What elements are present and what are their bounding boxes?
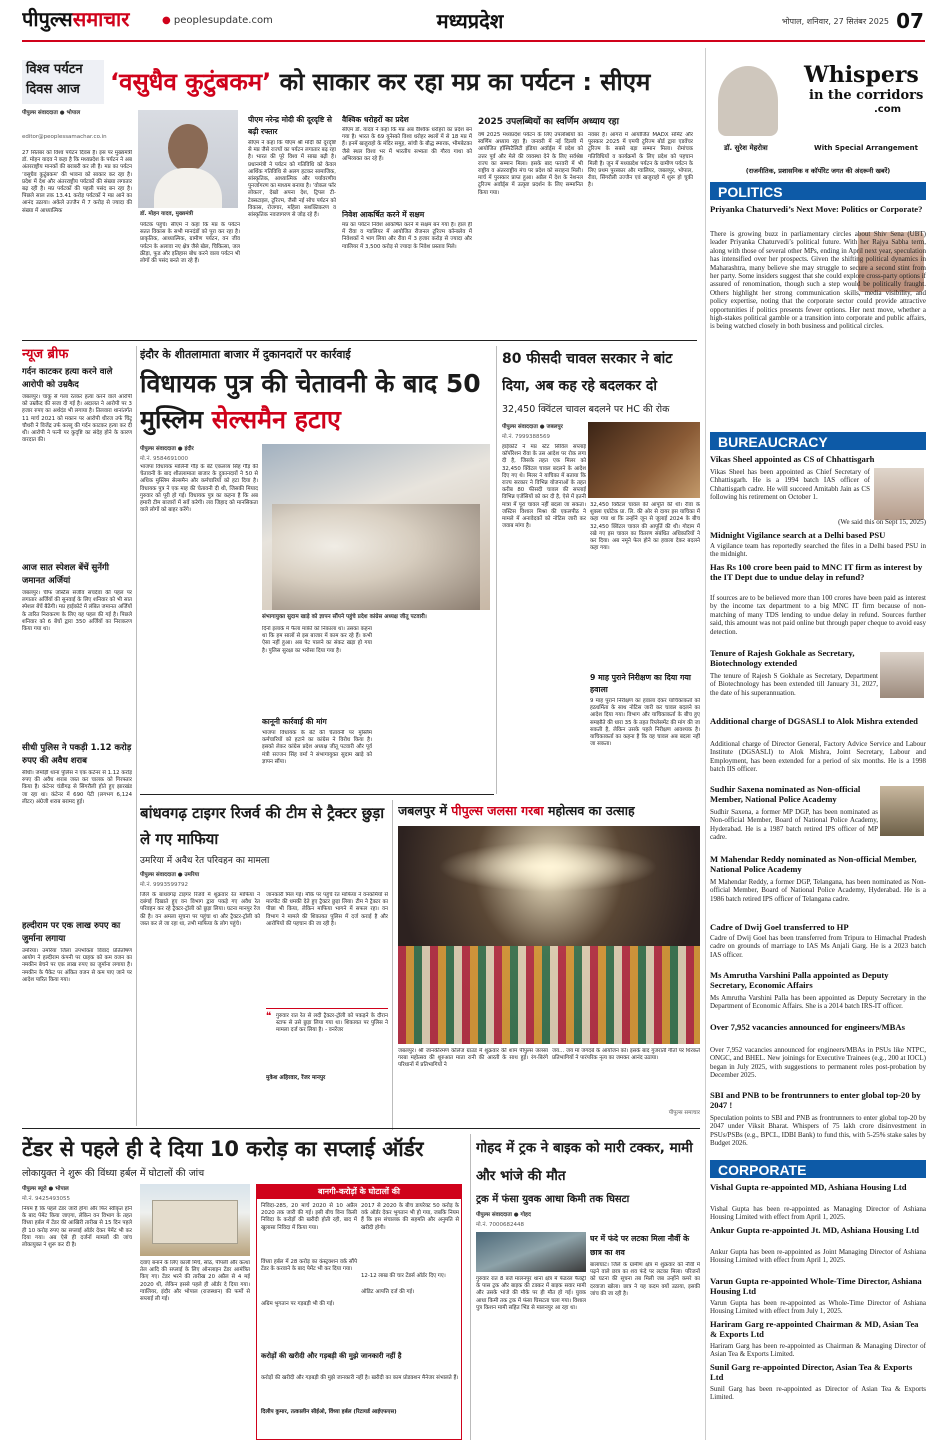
corporate-c2-title: Ankur Gupta re-appointed Jt. MD, Ashiana Housing Ltd bbox=[710, 1225, 920, 1235]
newsbrief-n4-body: उमरिया। उमरिया जिला उपभोक्ता विवाद प्रतितोषण आयोग ने हल्दीराम कंपनी पर ग्राहक को कम वजन का नमकीन बेचने पर एक लाख रुपए का जुर्माना लगाया है। नमकीन के पैकेट पर अंकित वजन से कम पाए जाने पर आदेश पारित किया गया। bbox=[22, 948, 132, 983]
story3-sub-title: 9 माह पुराने निरीक्षण का दिया गया हवाला bbox=[590, 673, 691, 694]
bureaucracy-b1-body: Vikas Sheel has been appointed as Chief Secretary of Chhattisgarh. He is a 1994 batch IAS officer of Chhattisgarh cadre. He will succeed Amitabh Jain as CS following his retirement on October 1. bbox=[710, 468, 870, 502]
story7-byline: पीपुल्स संवाददाता ● गोहद bbox=[476, 1212, 531, 1218]
newsbrief-n1-body: जबलपुर। चाकू से गला रेतकर हत्या करने वाले आरोपी को उम्रकैद की सजा दी गई है। अदालत ने आरोपी पर 3 हजार रुपए का अर्थदंड भी लगाया है। तिलवारा थानांतर्गत 11 मार्च 2021 को मकान पर आरोपी धीरज उर्फ चिंटू चौधरी ने विजेंद्र उर्फ कल्लू की गर्दन काटकर हत्या कर दी थी। आरोपी ने पत्नी पर कुदृष्टि का संदेह होने के कारण वारदात की। bbox=[22, 394, 132, 444]
story7-body: गुरुवार रात 8 बजे मालनपुर थाना क्षेत्र में फेडरल फैक्ट्री के पास ट्रक और बाइक की टक्कर में बाइक सवार मामी और उसके भांजे की मौके पर ही मौत हो गई। युवक आधा किमी तक ट्रक में फंसा घिसटता चला गया। विशाल पुत्र किशन मामी सहित भिंड से मालनपुर आ रहा था। bbox=[476, 1276, 586, 1311]
story3-left-rule bbox=[496, 346, 497, 794]
lead-email: editor@peoplessamachar.co.in bbox=[22, 134, 107, 140]
story4-quote-attrib: मुकेश अहिरवार, रेंजर मानपुर bbox=[266, 1075, 326, 1081]
lead-sub1-title: पीएम नरेन्द्र मोदी की दूरदृष्टि से बढ़ी रफ्तार bbox=[248, 115, 332, 136]
newsbrief-n1-title: गर्दन काटकर हत्या करने वाले आरोपी को उम्रकैद bbox=[22, 367, 113, 390]
bureaucracy-b10-body: Speculation points to SBI and PNB as frontrunners to enter global top-20 by 2047 under Viksit Bharat. Whispers of 75 lakh crore disinvestment in PSUs/PSBs (e.g., BPCL, IDBI Bank) to fund this, with 5-25% stake sales by Budget 2026. bbox=[710, 1114, 926, 1148]
b5-photo bbox=[880, 786, 924, 836]
light-glow bbox=[438, 842, 658, 892]
story4-quote: गुरुवार रात रेत से लदी ट्रैक्टर-ट्रॉली को पकड़ने के दौरान स्टाफ से उसे छुड़ा लिया गया था। शिकायत पर पुलिस ने मामला दर्ज कर लिया है। - वनरेंजर bbox=[276, 1013, 388, 1034]
newsbrief-n2-title: आज सात स्पेशल बेंचें सुनेंगी जमानत अर्जियां bbox=[22, 563, 110, 586]
lead-sub1-body: सीएम ने कहा कि पीएम श्री मोदी की दूरदृष्टि से मप्र जैसे राज्यों का पर्यटन लगातार बढ़ रहा है। भारत की पूरे विश्व में साख बढ़ी है। प्रधानमंत्री ने पर्यटन को गतिविधि को केवल आर्थिक गतिविधि से अलग हटकर सामाजिक, सांस्कृतिक, आध्यात्मिक और पर्यावरणीय पुनर्जागरण का माध्यम बनाया है। ‘वोकल फॉर लोकल’, देखो अपना देश, ट्रिपल टी-टेक्सटाइल, टूरिज्म, जैसी नई सोच पर्यटन को विकास, रोजगार, महिला सशक्तिकरण व सांस्कृतिक नवजागरण से जोड़ रहे हैं। bbox=[248, 140, 336, 219]
newsbrief-n3-body: सीधी। जमोड़ी थाना पुलिस ने एक कंटेनर से 1.12 करोड़ रुपए की अवैध शराब जब्त कर चालक को गिरफ्तार किया है। कंटेनर चंडीगढ़ से सिंगरौली होते हुए झारखंड जा रहा था। कंटेनर में 690 पेटी (लगभग 6,124 लीटर) अंग्रेजी शराब बरामद हुई। bbox=[22, 770, 132, 805]
story6-box-sub-title: करोड़ों की खरीदी और गड़बड़ी की मुझे जानकारी नहीं है bbox=[261, 1352, 402, 1360]
story5-headline-black1: जबलपुर में bbox=[398, 803, 452, 818]
story6-box-item: विंध्या हर्बल में 28 करोड़ का कंस्ट्रक्शन वर्क सौंपे टेंडर के करवाने के बाद पेमेंट भी कर दिया गया। bbox=[261, 1259, 357, 1273]
bureaucracy-b4-title: Additional charge of DGSASLI to Alok Mishra extended bbox=[710, 716, 918, 726]
story4-body2: जानकारी मिल गई। मौके पर पहुंचे रेत माफिया ने वनकर्मियों से मारपीट की धमकी देते हुए ट्रैक्टर छुड़ा लिया। टीम ने ट्रैक्टर का पीछा भी किया, लेकिन माफिया भागने में सफल रहा। वन विभाग ने मामले की शिकायत पुलिस में दर्ज कराई है और आरोपियों की पहचान की जा रही है। bbox=[266, 892, 388, 927]
story6-box-item: अग्रिम भुगतान पर गड़बड़ी भी की गई। bbox=[261, 1301, 335, 1307]
story6-box-attrib: दिलीप कुमार, तत्कालीन सीईओ, विंध्या हर्बल (रिटायर्ड आईएफएस) bbox=[261, 1409, 397, 1415]
bureaucracy-b6-title: M Mahendar Reddy nominated as Non-official Member, National Police Academy bbox=[710, 854, 917, 874]
corporate-c4-title: Hariram Garg re-appointed Chairman & MD, Asian Tea & Exports Ltd bbox=[710, 1319, 919, 1339]
bureaucracy-b1-title: Vikas Sheel appointed as CS of Chhattisgarh bbox=[710, 454, 875, 464]
politics-header: POLITICS bbox=[710, 182, 926, 200]
newsbrief-n3-title: सीधी पुलिस ने पकड़ी 1.12 करोड़ रुपए की अवैध शराब bbox=[22, 743, 132, 766]
story6-box-sub-body: करोड़ों की खरीदी और गड़बड़ी की मुझे जानकारी नहीं है। खरीदी का काम प्रोडक्शन मैनेजर संभालते हैं। bbox=[261, 1375, 459, 1381]
bureaucracy-b8-title: Ms Amrutha Varshini Palla appointed as Deputy Secretary, Economic Affairs bbox=[710, 970, 889, 990]
bureaucracy-b7-body: Cadre of Dwij Goel has been transferred from Tripura to Himachal Pradesh cadre on grounds of marriage to IAS Ms Anjali Garg. He is a 2023 batch IAS officer. bbox=[710, 934, 926, 959]
lead-intro: 27 सितंबर को विश्व पर्यटन दिवस है। इस पर मुख्यमंत्री डॉ. मोहन यादव ने कहा है कि मध्यप्रदेश के पर्यटन ने अब अंतरराष्ट्रीय मानकों की बराबरी कर ली है। मप्र का पर्यटन ‘वसुधैव कुटुंबकम’ की भावना को साकार कर रहा है। प्रदेश में देश और अंतरराष्ट्रीय पर्यटकों की संख्या लगातार बढ़ रही है। मप्र पर्यटकों की पहली पसंद बन रहा है। पिछले साल तक 13.41 करोड़ पर्यटकों ने मप्र आने का आनंद उठाया। अकेले उज्जैन में 7 करोड़ से ज्यादा की संख्या में आध्यात्मिक bbox=[22, 150, 132, 214]
bureaucracy-b3-title: Tenure of Rajesh Gokhale as Secretary, Biotechnology extended bbox=[710, 648, 855, 668]
corporate-c4-body: Hariram Garg has been re-appointed as Chairman & Managing Director of Asian Tea & Exports Limited. bbox=[710, 1342, 926, 1359]
story6-building-photo bbox=[140, 1184, 250, 1256]
whispers-domain: .com bbox=[874, 104, 902, 115]
story6-box bbox=[256, 1184, 462, 1440]
bureaucracy-b5-title: Sudhir Saxena nominated as Non-official Member, National Police Academy bbox=[710, 784, 861, 804]
whispers-banner bbox=[714, 56, 924, 154]
whispers-title-line1: Whispers bbox=[804, 62, 919, 88]
lead-tag-line2: दिवस आज bbox=[26, 82, 80, 97]
newsbrief-label: न्यूज ब्रीफ bbox=[22, 347, 69, 362]
corporate-c3-body: Varun Gupta has been re-appointed as Whole-Time Director of Ashiana Housing Limited with effect from July 1, 2025. bbox=[710, 1299, 926, 1316]
b3-photo bbox=[880, 652, 924, 698]
lead-sub4-title: 2025 उपलब्धियों का स्वर्णिम अध्याय रहा bbox=[478, 117, 619, 127]
story6-box-item: 12-12 लाख की चार टेंडर्स ऑर्डर दिए गए। bbox=[361, 1273, 446, 1279]
bureaucracy-b10-title: SBI and PNB to be frontrunners to enter global top-20 by 2047 ! bbox=[710, 1090, 921, 1110]
with-arrangement: With Special Arrangement bbox=[814, 144, 918, 152]
lead-sub4-body2: नवंबर है। आगरा में आयोजित MADX समिट और पुरस्कार 2025 में एमपी टूरिज्म बोर्ड द्वारा एडवेंचर टूरिज्म के सबसे बड़ा सम्मान मिला। रोमांचक गतिविधियों व कार्यक्रमों के लिए प्रदेश को पहचान मिली है। जून में मध्यप्रदेश पर्यटन के ग्रामीण पर्यटन के लिए प्रथम पुरस्कार और ग्वालियर, जबलपुर, भोपाल, रीवा, सिंगरौली उज्जैन एवं खजुराहो में शुरू हो चुकी है। bbox=[588, 132, 693, 189]
story3-mobile: मो.नं. 7999388569 bbox=[502, 434, 551, 440]
bureaucracy-b2-title: Midnight Vigilance search at a Delhi based PSU bbox=[710, 530, 886, 540]
story6-body2: दवाएं बनाने के लिए काली मिर्च, सोंठ, पीपली और कत्था तेल आदि की सप्लाई के लिए ऑनलाइन टेंडर आमंत्रित किए गए। टेंडर भरने की तारीख 20 अप्रैल से 4 मई 2020 थी, लेकिन इससे पहले ही ऑर्डर दे दिया गया। ग्वालियर, इंदौर और भोपाल (राजस्थान) की फर्मों से सप्लाई ली गई। bbox=[140, 1260, 250, 1303]
b1-photo bbox=[874, 468, 924, 520]
whispers-title-line2: in the corridors bbox=[809, 88, 924, 103]
globe-icon: ● bbox=[162, 15, 171, 26]
whispers-tagline: (राजनीतिक, प्रशासनिक व कॉर्पोरेट जगत की अंदरूनी खबरें) bbox=[745, 167, 891, 175]
newsbrief-n4-title: हल्दीराम पर एक लाख रुपए का जुर्माना लगाया bbox=[22, 921, 121, 944]
bureaucracy-b6-body: M Mahendar Reddy, a former DGP, Telangana, has been nominated as Non-official Member, Board of National Police Academy, Hyderabad. He is a 1986 batch retired IPS officer of Telangana cadre. bbox=[710, 878, 926, 903]
story3-sub-body: 9 माह पुराने निरीक्षण का हवाला देकर याचिकाकर्ता को हठधर्मिता के साथ नोटिस जारी कर चावल बदलने का आदेश दिया गया। विभाग और याचिकाकर्ता के बीच हुए समझौते की धारा 35 के तहत रिप्लेसमेंट की मांग की जा सकती है, लेकिन उसके पहले निरीक्षण आवश्यक है। याचिकाकर्ता का कहना है कि वह चावल अब बदला नहीं जा सकता। bbox=[590, 698, 700, 748]
story2-headline-black: विधायक पुत्र की चेतावनी के बाद 50 मुस्लिम bbox=[140, 369, 481, 434]
bureaucracy-b9-body: Over 7,952 vacancies announced for engineers/MBAs in PSUs like NTPC, ONGC, and BHEL. New joinings for Executive Trainees (e.g., 200 at IOCL) began in July 2025, with suggestions to permanent roles post-probation by December 2025. bbox=[710, 1046, 926, 1080]
story4-headline: बांधवगढ़ टाइगर रिजर्व की टीम से ट्रैक्टर छुड़ा ले गए माफिया bbox=[140, 804, 385, 848]
corporate-c5-body: Sunil Garg has been re-appointed as Director of Asian Tea & Exports Limited. bbox=[710, 1385, 926, 1402]
lead-photo bbox=[138, 110, 238, 208]
bureaucracy-b1-note: (We said this on Sept 15, 2025) bbox=[838, 518, 926, 526]
story7-sub-body: बालाघाट। जिले के ग्रामीण क्षेत्र में शुक्रवार को नौवीं में पढ़ने वाले छात्र का शव फंदे पर लटका मिला। परिजनों को घटना की सूचना तब मिली जब उन्होंने कमरे का दरवाजा खोला। छात्र ने यह कदम क्यों उठाया, इसकी जांच की जा रही है। bbox=[590, 1262, 700, 1297]
story6-byline: पीपुल्स ब्यूरो ● भोपाल bbox=[22, 1186, 69, 1192]
story2-headline bbox=[140, 366, 490, 440]
story4-quote-box bbox=[266, 1008, 388, 1088]
story6-box-item: ऑडिट आपत्ति दर्ज की गई। bbox=[361, 1289, 415, 1295]
bureaucracy-b8-body: Ms Amrutha Varshini Palla has been appointed as Deputy Secretary in the Department of Economic Affairs. She is a 2014 batch IRS-IT officer. bbox=[710, 994, 926, 1011]
lead-divider bbox=[22, 340, 697, 341]
story2-mobile: मो.नं. 9584691000 bbox=[140, 456, 189, 462]
story5-headline-black2: महोत्सव का उत्साह bbox=[543, 803, 635, 818]
bureaucracy-b5-body: Sudhir Saxena, a former MP DGP, has been nominated as Non-official Member, Board of National Police Academy, Hyderabad. He is a 1987 batch retired IPS officer of MP cadre. bbox=[710, 808, 878, 842]
brand-right: समाचार bbox=[72, 7, 130, 31]
story2-headline-red: सेल्समैन हटाए bbox=[211, 405, 341, 434]
lead-sub2-body: सीएम डॉ. यादव ने कहा कि मप्र अब वैश्विक धरोहरों का प्रदेश बन गया है। भारत के 69 यूनेस्को विश्व धरोहर स्थलों में से 18 मप्र में हैं। इनमें खजुराहो के मंदिर समूह, सांची के बौद्ध स्मारक, भीमबेटका जैसे स्थल विश्व भर में भारतीय सभ्यता की गौरव गाथा को अभिव्यक्त कर रहे हैं। bbox=[342, 127, 472, 162]
story6-mobile: मो.नं. 9425493055 bbox=[22, 1196, 71, 1202]
corporate-c2-body: Ankur Gupta has been re-appointed as Joint Managing Director of Ashiana Housing Limited with effect from April 1, 2025. bbox=[710, 1248, 926, 1265]
bureaucracy-header: BUREAUCRACY bbox=[710, 432, 926, 450]
story2-body1: भाजपा विधायक मालिनी गौड़ के बेटे एकलव्य सिंह गौड़ की चेतावनी के बाद शीतलामाता बाजार के दुकानदारों ने 50 से अधिक मुस्लिम सेल्समैन और कर्मचारियों को हटा दिया है। विधायक पुत्र ने एक माह की चेतावनी दी थी, जिसकी मियाद गुरुवार को पूरी हो गई। विधायक पुत्र का कहना है कि अब हमारी टीम बाजारों में सर्वे करेगी। लव जिहाद को मानसिकता वाले लोगों को बाहर करेंगे। bbox=[140, 464, 258, 514]
bureaucracy-b2-body: A vigilance team has reportedly searched the files in a Delhi based PSU in the midnight. bbox=[710, 542, 926, 559]
story3-body2: 32,450 क्विंटल चावल की आपूर्ति की थी। रीवा के शुक्ला एग्रोटेक प्रा. लि. की ओर से दायर इस याचिका में कहा गया था कि उन्होंने जून से जुलाई 2024 के बीच 32,450 क्विंटल चावल की आपूर्ति की थी। गोदाम में रखे गए इस चावल का वितरण संबंधित अधिकारियों ने कर दिया। अब नमूने फेल होने का हवाला देकर बदलने कहा गया। bbox=[590, 502, 700, 552]
lead-tag-line1: विश्व पर्यटन bbox=[26, 62, 83, 77]
building-shape bbox=[152, 1200, 238, 1244]
story5-photo-credit: पीपुल्स समाचार bbox=[668, 1110, 700, 1116]
columnist-portrait bbox=[718, 66, 778, 136]
brand-logo bbox=[22, 4, 162, 34]
story5-left-rule bbox=[392, 800, 393, 1130]
story4-mobile: मो.नं. 9993599792 bbox=[140, 882, 189, 888]
story5-photo bbox=[398, 826, 700, 1044]
bureaucracy-b2-question: Has Rs 100 crore been paid to MNC IT firm as interest by the IT Dept due to undue delay in refund? bbox=[710, 562, 923, 582]
story6-body1: नियम है कि पहले टेंडर जारी होगा और फिर स्वीकृत होने के बाद पेमेंट किया जाएगा, लेकिन वन विभाग के तहत विंध्या हर्बल में टेंडर की आखिरी तारीख से 15 दिन पहले ही 10 करोड़ रुपए का सप्लाई ऑर्डर देकर पेमेंट भी कर दिया गया। अब ऐसे ही दर्जनों मामलों की जांच लोकायुक्त ने शुरू कर दी है। bbox=[22, 1206, 132, 1249]
story2-body2: दिनों इलाके में फैला माफ़ी को निकाला था। उसका कहना था कि हम सालों से इस बाजार में काम कर रहे हैं। कभी ऐसा नहीं हुआ। अब पेट पालने का संकट खड़ा हो गया है। पुलिस सुरक्षा का भरोसा दिया गया है। bbox=[262, 626, 372, 654]
story4-body1: जिले के बांधवगढ़ टाइगर रिजर्व में शुक्रवार रेत माफिया ने दबंगई दिखाते हुए वन विभाग द्वारा पकड़े गए अवैध रेत परिवहन कर रहे ट्रैक्टर-ट्रॉली को छुड़ा लिया। घटना मानपुर रेंज की है। वन अमला सूचना पर पहुंचा था और ट्रैक्टर-ट्रॉली को जब्त कर ले जा रहा था, तभी माफिया के लोग पहुंचे। bbox=[140, 892, 260, 927]
newsbrief-divider bbox=[136, 346, 137, 1126]
lead-tag bbox=[22, 60, 104, 104]
story2-kicker: इंदौर के शीतलामाता बाजार में दुकानदारों पर कार्रवाई bbox=[140, 348, 351, 361]
columnist-name: डॉ. सुरेश मेहरोत्रा bbox=[724, 144, 768, 152]
story6-box-title: बानगी-करोड़ों के घोटालों की bbox=[257, 1185, 461, 1199]
story5-caption2: जय... जय मां जगदंबे के आयोजन को। इसके बाद गुजराती गीतों पर थिरकते प्रतिभागियों ने पारंपरिक नृत्य का जमकर आनंद उठाया। bbox=[552, 1048, 700, 1062]
story6-box-item: 2017 से 2020 के बीच डायरेक्ट 50 करोड़ के वर्क ऑर्डर देकर भुगतान भी हो गया, जबकि नियम हैं कि इस संचालक की सहमति और अनुमति से खरीदी होगी। bbox=[361, 1203, 459, 1231]
bureaucracy-b3-body: The tenure of Rajesh S Gokhale as Secretary, Department of Biotechnology has been extended till January 31, 2027, the date of his superannuation. bbox=[710, 672, 878, 697]
story7-headline: गोहद में ट्रक ने बाइक को मारी टक्कर, मामी और भांजे की मौत bbox=[476, 1140, 693, 1184]
lead-photo-caption: डॉ. मोहन यादव, मुख्यमंत्री bbox=[140, 211, 194, 217]
section-name: मध्यप्रदेश bbox=[436, 9, 504, 33]
bureaucracy-b4-body: Additional charge of Director General, Factory Advice Service and Labour Institute (DGSASLI) to Alok Mishra, Joint Secretary, Labour and Employment, has been extended for a period of six months. He is a 1998 batch IIS officer. bbox=[710, 740, 926, 774]
lead-sub3-title: निवेश आकर्षित करने में सक्षम bbox=[342, 210, 425, 219]
whispers-column bbox=[705, 48, 927, 1440]
lead-sub2-title: वैश्विक धरोहरों का प्रदेश bbox=[342, 115, 409, 124]
page-number: 07 bbox=[896, 9, 924, 33]
cm-portrait bbox=[168, 124, 208, 172]
bureaucracy-b7-title: Cadre of Dwij Goel transferred to HP bbox=[710, 922, 849, 932]
story3-byline: पीपुल्स संवाददाता ● जबलपुर bbox=[502, 424, 563, 430]
bureaucracy-b9-title: Over 7,952 vacancies announced for engineers/MBAs bbox=[710, 1022, 905, 1032]
story2-photo bbox=[262, 444, 490, 610]
story2-sub-title: कानूनी कार्रवाई की मांग bbox=[262, 717, 327, 726]
story7-subhead: ट्रक में फंसा युवक आधा किमी तक घिसटा bbox=[476, 1194, 630, 1205]
lead-headline-quoted: ‘वसुधैव कुटुंबकम’ bbox=[110, 68, 272, 96]
corporate-header: CORPORATE bbox=[710, 1160, 926, 1178]
masthead-divider bbox=[22, 40, 925, 42]
story7-mobile: मो.नं. 7000682448 bbox=[476, 1222, 525, 1228]
story4-subhead: उमरिया में अवैध रेत परिवहन का मामला bbox=[140, 856, 270, 866]
bureaucracy-b2-question-body: If sources are to be believed more than 100 crores have been paid as interest by the income tax department to a big MNC IT firm because of non-matching of many TDS lending to undue delay in refund. Sources further said, this amount was not paid online but through paper cheque to avoid easy detection. bbox=[710, 594, 926, 636]
story6-headline: टेंडर से पहले ही दे दिया 10 करोड़ का सप्लाई ऑर्डर bbox=[22, 1137, 424, 1161]
story3-headline: 80 फीसदी चावल सरकार ने बांट दिया, अब कह रहे बदलकर दो bbox=[502, 351, 673, 394]
story7-accident-photo bbox=[476, 1232, 586, 1272]
website-link[interactable]: ● peoplesupdate.com bbox=[162, 15, 273, 26]
story3-body: हाईकोर्ट ने मप्र स्टेट सिविल सप्लाई कॉर्पोरेशन रीवा के उस आदेश पर रोक लगा दी है, जिसके तहत एक मिलर को 32,450 क्विंटल चावल बदलने के आदेश दिए गए थे। मिलर ने याचिका में बताया कि राज्य सरकार ने विभिन्न योजनाओं के तहत करीब 80 फीसदी चावल की सप्लाई विभिन्न एजेंसियों को कर दी है, ऐसे में इतनी मात्रा में पूरा चावल नहीं बदला जा सकता। जस्टिस विशाल मिश्रा की एकलपीठ ने मामले में अनावेदकों को नोटिस जारी कर जवाब मांगा है। bbox=[502, 444, 586, 530]
bottom-divider bbox=[22, 1128, 700, 1129]
story7-sub-title: घर में फंदे पर लटका मिला नौवीं के छात्र का शव bbox=[590, 1234, 690, 1257]
story5-headline bbox=[398, 800, 700, 822]
politics-title: Priyanka Chaturvedi’s Next Move: Politics or Corporate? bbox=[710, 204, 923, 214]
story2-photo-caption: संभागायुक्त सुदाम खाड़े को ज्ञापन सौंपने पहुंचे प्रदेश कांग्रेस अध्यक्ष जीतू पटवारी। bbox=[262, 614, 427, 620]
story3-gavel-photo bbox=[588, 422, 700, 498]
politics-body: There is growing buzz in parliamentary circles about Shiv Sena (UBT) leader Priyanka Chaturvedi’s political future. With her Rajya Sabha term, along with those of several other MPs, ending in April next year, speculation has intensified over her prospects. Given the shifting political dynamics in Maharashtra, many believe she may struggle to secure a second stint from her party. Some insiders suggest that she could explore cross-party options if assured of renomination, though such a step would be politically fraught. Others highlight her strong communication skills, media visibility, and policy expertise, noting that the corporate sector could provide attractive opportunities if politics presents fewer options. Her next move, whether a high-stakes political gamble or a transition into corporate and public affairs, is being watched closely in both business and political circles. bbox=[710, 230, 926, 331]
corporate-c1-title: Vishal Gupta re-appointed MD, Ashiana Housing Ltd bbox=[710, 1182, 907, 1192]
lead-sub4-body: वर्ष 2025 मध्यप्रदेश पर्यटन के लिए उपलब्धियों का स्वर्णिम अध्याय रहा है। जनवरी में नई दिल्ली में आयोजित हॉस्पिटैलिटी इंडिया अवॉर्ड्स में प्रदेश को उत्तर पूर्व और मेले की व्यवस्था देने के लिए सर्वश्रेष्ठ राज्य का सम्मान मिला। इसके बाद फरवरी में भी राष्ट्रीय व अंतरराष्ट्रीय मंच पर प्रदेश को सराहना मिली। मार्च में पुरस्कार प्राप्त हुआ। अप्रैल में देश के नेशनल टूरिज्म अवॉर्ड्स में उत्कृष्ट प्रदर्शन के लिए सम्मानित किया गया। bbox=[478, 132, 583, 196]
brand-left: पीपुल्स bbox=[22, 7, 73, 31]
corporate-c5-title: Sunil Garg re-appointed Director, Asian Tea & Exports Ltd bbox=[710, 1362, 913, 1382]
story5-headline-red: पीपुल्स जलसा गरबा bbox=[451, 803, 544, 818]
story7-left-rule bbox=[470, 1134, 471, 1440]
lead-headline-rest: को साकार कर रहा मप्र का पर्यटन : सीएम bbox=[271, 68, 651, 96]
quote-icon: ❝ bbox=[266, 1011, 272, 1022]
story2-divider bbox=[140, 794, 494, 795]
dancers-band bbox=[398, 946, 700, 1044]
story2-sub-body: भाजपा विधायक के बेटे की चेतावनी पर मुस्लिम कर्मचारियों को हटाने का कांग्रेस ने विरोध किया है। इसको लेकर कांग्रेस प्रदेश अध्यक्ष जीतू पटवारी और पूर्व मंत्री सज्जन सिंह वर्मा ने संभागायुक्त सुदाम खाड़े को ज्ञापन सौंपा। bbox=[262, 730, 372, 765]
lead-col-body: पर्यटक पहुंचे। सीएम ने कहा कि मप्र के पर्यटन सतत विकास के सभी मानदंडों को पूरा कर रहा है। प्राकृतिक, आध्यात्मिक, ग्रामीण पर्यटन, वन जीव पर्यटन के अलावा नए क्षेत्र जैसे खेल, चिकित्सा, जल क्रीड़ा, फूड और इतिहास बोध करने वाला पर्यटन भी लोगों की पसंद बनते जा रहे हैं। bbox=[140, 222, 240, 265]
cm-portrait-body bbox=[154, 168, 222, 208]
masthead bbox=[0, 0, 945, 42]
corporate-c3-title: Varun Gupta re-appointed Whole-Time Director, Ashiana Housing Ltd bbox=[710, 1276, 922, 1296]
story5-caption1: जबलपुर। श्री जानकीरमण कॉलेज ग्राउंड में शुक्रवार की शाम पीपुल्स जलसा गरबा महोत्सव की शुरुआत माता रानी की आरती के साथ हुई। रंग-बिरंगे परिधानों में प्रतिभागियों ने bbox=[398, 1048, 548, 1069]
crowd-shape bbox=[272, 504, 480, 610]
story4-byline: पीपुल्स संवाददाता ● उमरिया bbox=[140, 872, 200, 878]
story3-subhead: 32,450 क्विंटल चावल बदलने पर HC की रोक bbox=[502, 404, 670, 415]
story2-byline: पीपुल्स संवाददाता ● इंदौर bbox=[140, 446, 194, 452]
lead-sub3-body: मप्र का पर्यटन निवेश आकर्षित करने में सक्षम बन गया है। हाल ही में रीवा व ग्वालियर में आयोजित रीजनल टूरिज्म कॉन्क्लेव में निवेशकों ने भाग लिया और रीवा में 3 हजार करोड़ से ज्यादा और ग्वालियर में 3,500 करोड़ से ज्यादा के निवेश प्रस्ताव मिले। bbox=[342, 222, 472, 250]
story6-box-item: निविदा-285, 20 मार्च 2020 से 10 अप्रैल 2020 तक जारी की गई। इसी बीच विना किसी निविदा के करोड़ों की खरीदी होती रही, बाद में खुलासा निविदा में किया गया। bbox=[261, 1203, 357, 1231]
corporate-c1-body: Vishal Gupta has been re-appointed as Managing Director of Ashiana Housing Limited with effect from April 1, 2025. bbox=[710, 1205, 926, 1222]
lead-headline bbox=[110, 60, 695, 106]
dateline: भोपाल, शनिवार, 27 सितंबर 2025 bbox=[781, 17, 889, 26]
newsbrief-n2-body: जबलपुर। चीफ जस्टिस संजीव सचदेवा की पहल पर लगातार अर्जियों की सुनवाई के लिए शनिवार को भी सात स्पेशल बेंचें बैठेंगी। मप्र हाईकोर्ट में लंबित जमानत अर्जियों के त्वरित निराकरण के लिए यह पहल की गई है। पिछले शनिवार को 6 बेंचों द्वारा 350 अर्जियों का निराकरण किया गया था। bbox=[22, 590, 132, 633]
story6-subhead: लोकायुक्त ने शुरू की विंध्या हर्बल में घोटालों की जांच bbox=[22, 1168, 205, 1179]
lead-byline: पीपुल्स संवाददाता ● भोपाल bbox=[22, 110, 81, 116]
